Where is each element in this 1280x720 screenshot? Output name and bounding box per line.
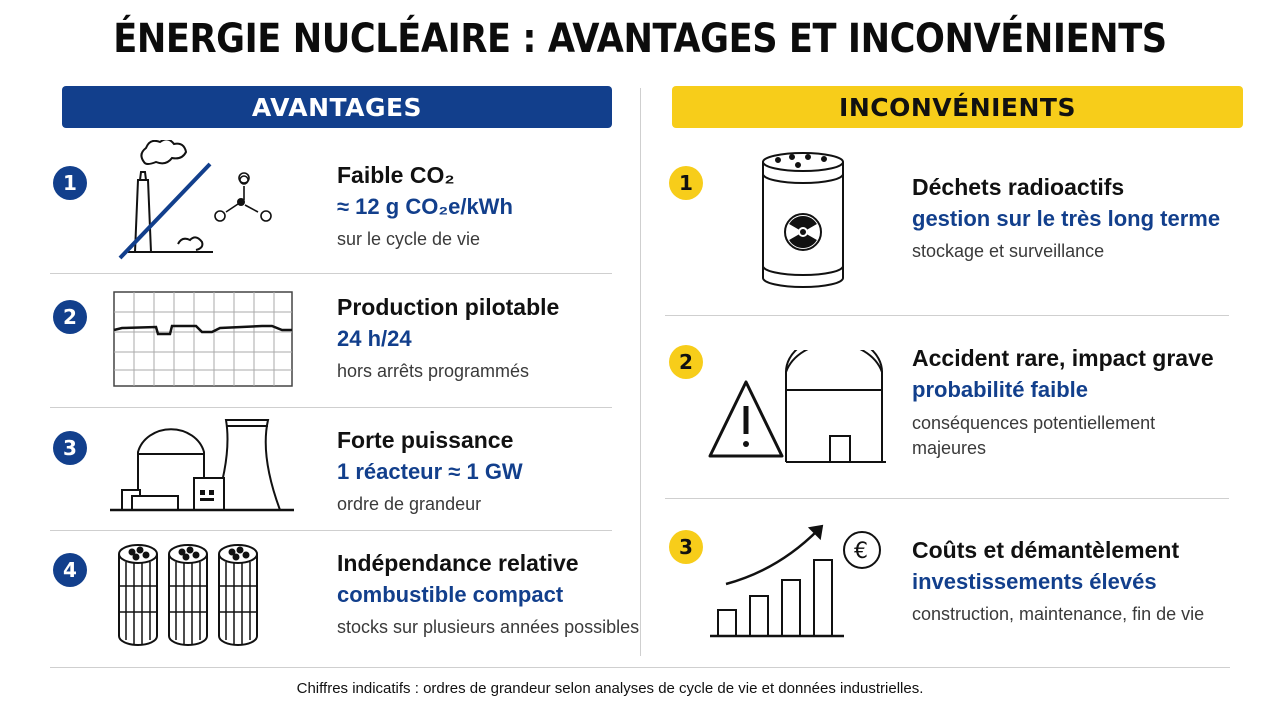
item-number-badge: 1: [669, 166, 703, 200]
item-detail: conséquences potentiellement majeures: [912, 413, 1156, 458]
item-heading: Coûts et démantèlement: [912, 537, 1180, 563]
advantages-header: AVANTAGES: [62, 86, 612, 128]
row-divider: [665, 498, 1229, 499]
row-divider: [50, 530, 612, 531]
footer-note: Chiffres indicatifs : ordres de grandeur selon analyses de cycle de vie et données industrielles.: [296, 680, 924, 697]
item-detail: hors arrêts programmés: [337, 361, 530, 381]
item-heading: Production pilotable: [337, 294, 560, 320]
radioactive-barrel-icon: [758, 150, 848, 290]
item-highlight: probabilité faible: [912, 377, 1089, 402]
svg-text:€: €: [854, 539, 868, 564]
item-heading: Déchets radioactifs: [912, 174, 1125, 200]
item-highlight: gestion sur le très long terme: [912, 206, 1221, 231]
item-heading: Faible CO₂: [337, 162, 455, 188]
item-highlight: ≈ 12 g CO₂e/kWh: [337, 194, 513, 219]
footer-divider: [50, 667, 1230, 668]
power-plant-icon: [108, 416, 298, 516]
warning-reactor-icon: [706, 350, 890, 466]
item-detail: stocks sur plusieurs années possibles: [337, 617, 640, 637]
row-divider: [665, 315, 1229, 316]
item-number-badge: 3: [669, 530, 703, 564]
row-divider: [50, 407, 612, 408]
fuel-assembly-icon: [114, 542, 274, 650]
column-divider: [640, 88, 641, 656]
item-heading: Forte puissance: [337, 427, 514, 453]
item-detail: construction, maintenance, fin de vie: [912, 604, 1205, 624]
item-number-badge: 1: [53, 166, 87, 200]
page-title: ÉNERGIE NUCLÉAIRE : AVANTAGES ET INCONVÉNIENTS: [113, 16, 1167, 62]
item-highlight: 1 réacteur ≈ 1 GW: [337, 459, 523, 484]
item-number-badge: 2: [669, 345, 703, 379]
item-detail: sur le cycle de vie: [337, 229, 481, 249]
row-divider: [50, 273, 612, 274]
item-highlight: 24 h/24: [337, 326, 412, 351]
rising-cost-icon: [708, 522, 888, 640]
factory-co2-icon: [108, 140, 288, 260]
item-highlight: investissements élevés: [912, 569, 1157, 594]
disadvantages-header: INCONVÉNIENTS: [672, 86, 1243, 128]
item-number-badge: 2: [53, 300, 87, 334]
item-detail: ordre de grandeur: [337, 494, 482, 514]
item-heading: Accident rare, impact grave: [912, 345, 1214, 371]
item-highlight: combustible compact: [337, 582, 564, 607]
item-number-badge: 4: [53, 553, 87, 587]
item-heading: Indépendance relative: [337, 550, 579, 576]
production-chart-icon: [112, 290, 296, 390]
item-detail: stockage et surveillance: [912, 241, 1105, 261]
item-number-badge: 3: [53, 431, 87, 465]
